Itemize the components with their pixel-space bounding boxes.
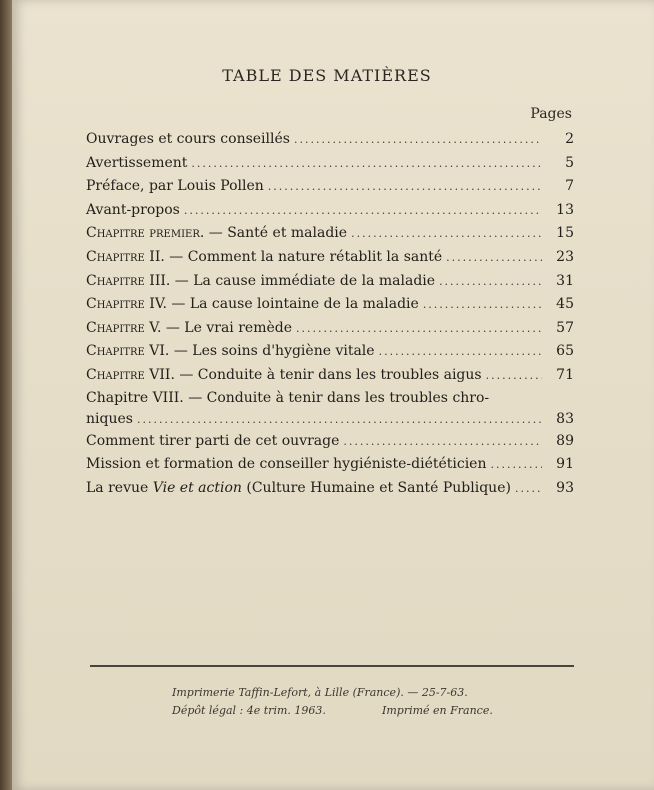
leader-dots — [490, 453, 542, 477]
toc-page-number: 45 — [556, 296, 574, 313]
leader-dots — [184, 199, 542, 223]
chapter-prefix: Chapitre IV. — [86, 296, 167, 313]
toc-entry-label: Comment tirer parti de cet ouvrage — [86, 432, 340, 449]
leader-dots — [439, 270, 542, 294]
toc-entry-label: — Les soins d'hygiène vitale — [173, 343, 375, 360]
chapter-prefix: Chapitre VI. — [86, 343, 170, 360]
toc-page-number: 5 — [565, 154, 574, 171]
toc-entry-label: La revue — [86, 479, 153, 496]
toc-entry — [86, 364, 574, 388]
toc-entry-label: Préface, par Louis Pollen — [86, 178, 264, 195]
toc-entry — [86, 175, 574, 199]
toc-entry — [86, 453, 574, 477]
toc-entry — [86, 199, 574, 223]
imprint-line: Imprimerie Taffin-Lefort, à Lille (France). — 25-7-63. — [172, 686, 468, 699]
leader-dots — [379, 340, 542, 364]
toc-entry — [86, 246, 574, 270]
leader-dots — [486, 364, 542, 388]
toc-entry — [86, 222, 574, 246]
toc-entry-label-suffix: (Culture Humaine et Santé Publique) — [241, 479, 511, 496]
toc-entry-label: — Conduite à tenir dans les troubles aigus — [179, 366, 482, 383]
toc-entry-label: — Le vrai remède — [165, 319, 293, 336]
legal-deposit: Dépôt légal : 4e trim. 1963. — [172, 704, 326, 717]
toc-entry-label: Ouvrages et cours conseillés — [86, 131, 290, 147]
page-title: TABLE DES MATIÈRES — [222, 66, 432, 85]
leader-dots — [351, 222, 542, 246]
toc-entry-label-line2: niques — [86, 410, 133, 427]
toc-page-number: 71 — [556, 366, 574, 383]
toc-page-number: 57 — [556, 319, 574, 336]
leader-dots — [296, 317, 542, 341]
toc-entry-label-line1: — Conduite à tenir dans les troubles chro- — [188, 389, 490, 406]
toc-entry — [86, 430, 574, 454]
toc-entry-label: — Comment la nature rétablit la santé — [169, 248, 443, 265]
toc-page-number: 2 — [565, 131, 574, 147]
toc-entry-multiline — [86, 388, 574, 430]
chapter-prefix: Chapitre II. — [86, 248, 165, 265]
toc-entry-label: Avertissement — [86, 154, 188, 171]
toc-entry-label: Mission et formation de conseiller hygiéniste-diététicien — [86, 456, 487, 473]
leader-dots — [191, 152, 542, 176]
leader-dots — [268, 175, 542, 199]
toc-page-number: 89 — [556, 432, 574, 449]
toc-page-number: 7 — [565, 178, 574, 195]
toc-page-number: 65 — [556, 343, 574, 360]
leader-dots — [137, 409, 542, 431]
chapter-prefix: Chapitre VIII. — [86, 389, 184, 406]
printed-in: Imprimé en France. — [382, 704, 493, 717]
toc-entry — [86, 152, 574, 176]
leader-dots — [515, 477, 542, 501]
leader-dots — [294, 128, 542, 152]
chapter-prefix: Chapitre III. — [86, 272, 171, 289]
leader-dots — [343, 430, 542, 454]
table-of-contents — [86, 128, 574, 500]
toc-entry — [86, 270, 574, 294]
horizontal-rule — [90, 665, 574, 667]
toc-entry — [86, 128, 574, 152]
journal-title: Vie et action — [152, 479, 242, 496]
toc-entry — [86, 477, 574, 501]
toc-page-number: 93 — [556, 479, 574, 496]
toc-entry-label: — La cause lointaine de la maladie — [171, 296, 419, 313]
toc-entry-label: Avant-propos — [86, 201, 180, 218]
toc-page-number: 91 — [556, 456, 574, 473]
book-spine-shadow — [0, 0, 12, 790]
toc-page-number: 31 — [556, 272, 574, 289]
chapter-prefix: Chapitre V. — [86, 319, 162, 336]
chapter-prefix: Chapitre premier. — [86, 225, 205, 242]
toc-entry — [86, 317, 574, 341]
toc-page-number: 83 — [556, 410, 574, 427]
toc-entry-label: — Santé et maladie — [208, 225, 348, 242]
toc-page-number: 13 — [556, 201, 574, 218]
toc-page-number: 15 — [556, 225, 574, 242]
leader-dots — [446, 246, 542, 270]
leader-dots — [423, 293, 542, 317]
pages-column-label: Pages — [530, 106, 572, 122]
chapter-prefix: Chapitre VII. — [86, 366, 175, 383]
printer-imprint — [172, 684, 493, 720]
toc-entry-label: — La cause immédiate de la maladie — [174, 272, 436, 289]
toc-entry — [86, 293, 574, 317]
toc-page-number: 23 — [556, 248, 574, 265]
toc-entry — [86, 340, 574, 364]
